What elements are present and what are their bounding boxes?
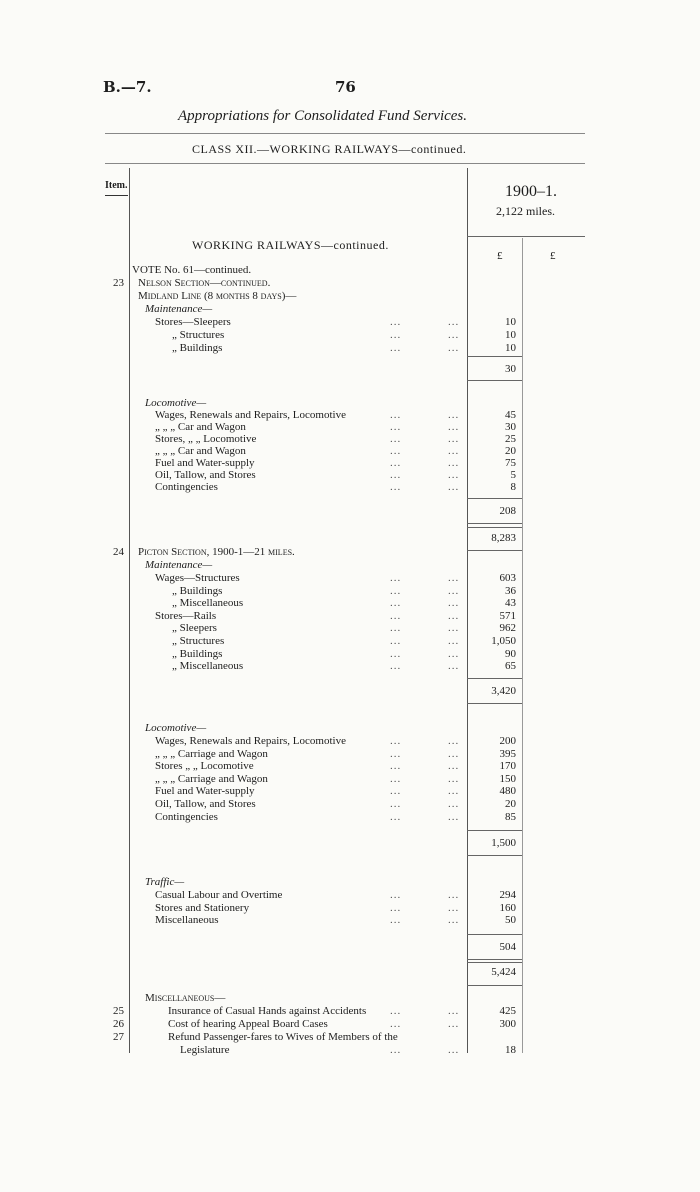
year-heading: 1900–1.	[505, 183, 557, 200]
row-amount: 395	[499, 747, 516, 760]
row-amount: 25	[505, 433, 516, 445]
row-amount: 50	[505, 914, 516, 927]
row-label: Stores and Stationery	[155, 901, 250, 914]
schedule-row	[0, 585, 700, 598]
schedule-row	[0, 264, 700, 277]
row-label: Locomotive—	[145, 722, 207, 734]
row-label: Contingencies	[155, 810, 218, 823]
leader-dots: ...	[448, 329, 460, 341]
schedule-row	[0, 811, 700, 824]
row-amount: 85	[505, 810, 516, 823]
leader-dots: ...	[390, 1044, 402, 1056]
schedule-row	[0, 722, 700, 735]
document-reference: B.—7.	[103, 78, 152, 96]
schedule-row	[0, 914, 700, 927]
row-label: Casual Labour and Overtime	[155, 889, 283, 901]
schedule-row	[0, 735, 700, 748]
divider	[467, 527, 522, 528]
item-number: 24	[113, 546, 124, 558]
leader-dots: ...	[390, 445, 402, 457]
leader-dots: ...	[448, 798, 460, 810]
divider	[467, 934, 522, 935]
row-label: „ Miscellaneous	[172, 660, 244, 673]
row-amount: 43	[505, 597, 516, 610]
row-label: Contingencies	[155, 481, 218, 493]
row-label: Miscellaneous—	[145, 992, 226, 1004]
row-label: Fuel and Water-supply	[155, 457, 255, 469]
row-amount: 571	[499, 609, 516, 622]
row-amount: 75	[505, 457, 516, 469]
leader-dots: ...	[390, 609, 402, 622]
row-label: Stores—Rails	[155, 609, 217, 622]
row-label: Traffic—	[145, 876, 185, 888]
leader-dots: ...	[390, 481, 402, 493]
item-column-header: Item.	[105, 180, 128, 191]
row-label: VOTE No. 61—continued.	[132, 264, 252, 276]
leader-dots: ...	[390, 889, 402, 901]
schedule-row	[0, 760, 700, 773]
leader-dots: ...	[448, 584, 460, 597]
leader-dots: ...	[390, 572, 402, 584]
subtotal-amount: 208	[499, 505, 516, 517]
leader-dots: ...	[390, 584, 402, 597]
schedule-row	[0, 572, 700, 585]
row-amount: 603	[499, 572, 516, 584]
schedule-row	[0, 481, 700, 494]
leader-dots: ...	[448, 760, 460, 773]
leader-dots: ...	[390, 785, 402, 798]
section-title: WORKING RAILWAYS—continued.	[192, 238, 389, 252]
leader-dots: ...	[448, 481, 460, 493]
leader-dots: ...	[448, 772, 460, 785]
subtotal-amount: 504	[499, 941, 516, 953]
schedule-row	[0, 546, 700, 559]
leader-dots: ...	[390, 342, 402, 354]
leader-dots: ...	[390, 747, 402, 760]
leader-dots: ...	[390, 647, 402, 660]
divider	[467, 236, 585, 237]
row-amount: 1,050	[491, 635, 516, 647]
schedule-row	[0, 290, 700, 303]
row-label: „ Structures	[172, 329, 225, 341]
row-label: Stores, „ „ Locomotive	[155, 433, 257, 445]
divider	[467, 523, 522, 524]
leader-dots: ...	[448, 647, 460, 660]
schedule-row	[0, 748, 700, 761]
row-amount: 200	[499, 735, 516, 747]
leader-dots: ...	[448, 914, 460, 927]
row-label: Stores „ „ Locomotive	[155, 760, 254, 773]
schedule-row	[0, 992, 700, 1005]
row-amount: 300	[499, 1018, 516, 1030]
row-amount: 425	[499, 1005, 516, 1017]
row-label: Stores—Sleepers	[155, 316, 231, 328]
row-label: „ „ „ Carriage and Wagon	[155, 772, 268, 785]
row-amount: 160	[499, 901, 516, 914]
row-label: Maintenance—	[145, 303, 213, 315]
row-label: Insurance of Casual Hands against Accidents	[168, 1005, 367, 1017]
leader-dots: ...	[448, 457, 460, 469]
row-amount: 36	[505, 584, 516, 597]
row-label: „ „ „ Car and Wagon	[155, 421, 246, 433]
leader-dots: ...	[390, 760, 402, 773]
leader-dots: ...	[390, 329, 402, 341]
row-amount: 480	[499, 785, 516, 798]
row-label: Legislature	[180, 1044, 230, 1056]
leader-dots: ...	[448, 889, 460, 901]
leader-dots: ...	[448, 785, 460, 798]
leader-dots: ...	[390, 810, 402, 823]
leader-dots: ...	[390, 469, 402, 481]
divider	[467, 830, 522, 831]
row-amount: 170	[499, 760, 516, 773]
schedule-row	[0, 1005, 700, 1018]
row-label: „ Sleepers	[172, 622, 217, 635]
row-label: „ „ „ Carriage and Wagon	[155, 747, 268, 760]
subtotal-amount: 30	[505, 363, 516, 375]
row-label: Wages, Renewals and Repairs, Locomotive	[155, 409, 346, 421]
row-label: Nelson Section—continued.	[138, 277, 271, 289]
leader-dots: ...	[390, 660, 402, 673]
row-amount: 20	[505, 445, 516, 457]
divider	[467, 356, 522, 357]
row-label: „ Buildings	[172, 647, 223, 660]
row-amount: 10	[505, 316, 516, 328]
leader-dots: ...	[448, 747, 460, 760]
row-label: „ „ „ Car and Wagon	[155, 445, 246, 457]
leader-dots: ...	[390, 433, 402, 445]
row-label: Oil, Tallow, and Stores	[155, 798, 256, 810]
leader-dots: ...	[448, 1018, 460, 1030]
row-label: „ Buildings	[172, 584, 223, 597]
divider	[467, 678, 522, 679]
row-amount: 294	[499, 889, 516, 901]
leader-dots: ...	[390, 914, 402, 927]
row-amount: 10	[505, 329, 516, 341]
leader-dots: ...	[448, 433, 460, 445]
schedule-row	[0, 342, 700, 355]
row-amount: 18	[505, 1044, 516, 1056]
leader-dots: ...	[448, 445, 460, 457]
schedule-row	[0, 773, 700, 786]
leader-dots: ...	[390, 772, 402, 785]
schedule-row	[0, 316, 700, 329]
row-label: „ Miscellaneous	[172, 597, 244, 610]
row-label: Miscellaneous	[155, 914, 219, 927]
row-label: Maintenance—	[145, 559, 213, 571]
leader-dots: ...	[390, 421, 402, 433]
currency-symbol: £	[550, 250, 556, 262]
schedule-row	[0, 303, 700, 316]
row-label: Refund Passenger-fares to Wives of Members of the	[168, 1031, 398, 1043]
leader-dots: ...	[390, 622, 402, 635]
leader-dots: ...	[448, 735, 460, 747]
leader-dots: ...	[448, 622, 460, 635]
schedule-row	[0, 610, 700, 623]
leader-dots: ...	[390, 597, 402, 610]
page-title: Appropriations for Consolidated Fund Services.	[178, 108, 468, 124]
schedule-row	[0, 660, 700, 673]
row-label: „ Buildings	[172, 342, 223, 354]
currency-symbol: £	[497, 250, 503, 262]
row-label: Wages, Renewals and Repairs, Locomotive	[155, 735, 346, 747]
divider	[467, 380, 522, 381]
divider	[467, 855, 522, 856]
leader-dots: ...	[390, 901, 402, 914]
row-label: Locomotive—	[145, 397, 207, 409]
subtotal-amount: 3,420	[491, 685, 516, 697]
schedule-row	[0, 1018, 700, 1031]
schedule-row	[0, 329, 700, 342]
schedule-row	[0, 1031, 700, 1044]
miles-heading: 2,122 miles.	[496, 204, 555, 218]
leader-dots: ...	[390, 316, 402, 328]
item-number: 25	[113, 1005, 124, 1017]
leader-dots: ...	[448, 901, 460, 914]
leader-dots: ...	[390, 457, 402, 469]
leader-dots: ...	[448, 409, 460, 421]
row-amount: 20	[505, 798, 516, 810]
leader-dots: ...	[448, 635, 460, 647]
leader-dots: ...	[448, 1044, 460, 1056]
row-amount: 45	[505, 409, 516, 421]
schedule-row	[0, 635, 700, 648]
divider	[467, 959, 522, 960]
leader-dots: ...	[448, 609, 460, 622]
divider	[467, 498, 522, 499]
divider	[467, 985, 522, 986]
total-amount: 5,424	[491, 966, 516, 978]
divider	[467, 962, 522, 963]
item-number: 26	[113, 1018, 124, 1030]
schedule-row	[0, 876, 700, 889]
row-amount: 962	[499, 622, 516, 635]
row-label: Picton Section, 1900-1—21 miles.	[138, 546, 295, 558]
item-number: 23	[113, 277, 124, 289]
schedule-row	[0, 785, 700, 798]
schedule-row	[0, 559, 700, 572]
row-label: Cost of hearing Appeal Board Cases	[168, 1018, 328, 1030]
schedule-row	[0, 798, 700, 811]
leader-dots: ...	[448, 1005, 460, 1017]
subtotal-amount: 1,500	[491, 837, 516, 849]
leader-dots: ...	[448, 572, 460, 584]
leader-dots: ...	[390, 798, 402, 810]
leader-dots: ...	[448, 660, 460, 673]
row-amount: 10	[505, 342, 516, 354]
schedule-row	[0, 889, 700, 902]
schedule-row	[0, 597, 700, 610]
row-amount: 65	[505, 660, 516, 673]
row-amount: 150	[499, 772, 516, 785]
divider	[105, 133, 585, 134]
leader-dots: ...	[448, 421, 460, 433]
schedule-row	[0, 902, 700, 915]
item-number: 27	[113, 1031, 124, 1043]
row-label: Oil, Tallow, and Stores	[155, 469, 256, 481]
leader-dots: ...	[390, 1005, 402, 1017]
row-label: „ Structures	[172, 635, 225, 647]
divider	[467, 550, 522, 551]
row-amount: 5	[510, 469, 516, 481]
row-amount: 8	[510, 481, 516, 493]
leader-dots: ...	[390, 409, 402, 421]
row-amount: 30	[505, 421, 516, 433]
row-label: Wages—Structures	[155, 572, 240, 584]
divider	[467, 703, 522, 704]
leader-dots: ...	[448, 597, 460, 610]
leader-dots: ...	[448, 469, 460, 481]
total-amount: 8,283	[491, 532, 516, 544]
schedule-row	[0, 277, 700, 290]
schedule-row	[0, 1044, 700, 1057]
leader-dots: ...	[448, 342, 460, 354]
page-number: 76	[335, 78, 356, 96]
class-title: CLASS XII.—WORKING RAILWAYS—continued.	[192, 142, 467, 156]
leader-dots: ...	[390, 635, 402, 647]
leader-dots: ...	[448, 810, 460, 823]
row-amount: 90	[505, 647, 516, 660]
leader-dots: ...	[390, 735, 402, 747]
leader-dots: ...	[390, 1018, 402, 1030]
schedule-row	[0, 622, 700, 635]
divider	[105, 195, 128, 196]
schedule-row	[0, 648, 700, 661]
row-label: Midland Line (8 months 8 days)—	[138, 290, 297, 302]
divider	[105, 163, 585, 164]
row-label: Fuel and Water-supply	[155, 785, 255, 798]
leader-dots: ...	[448, 316, 460, 328]
